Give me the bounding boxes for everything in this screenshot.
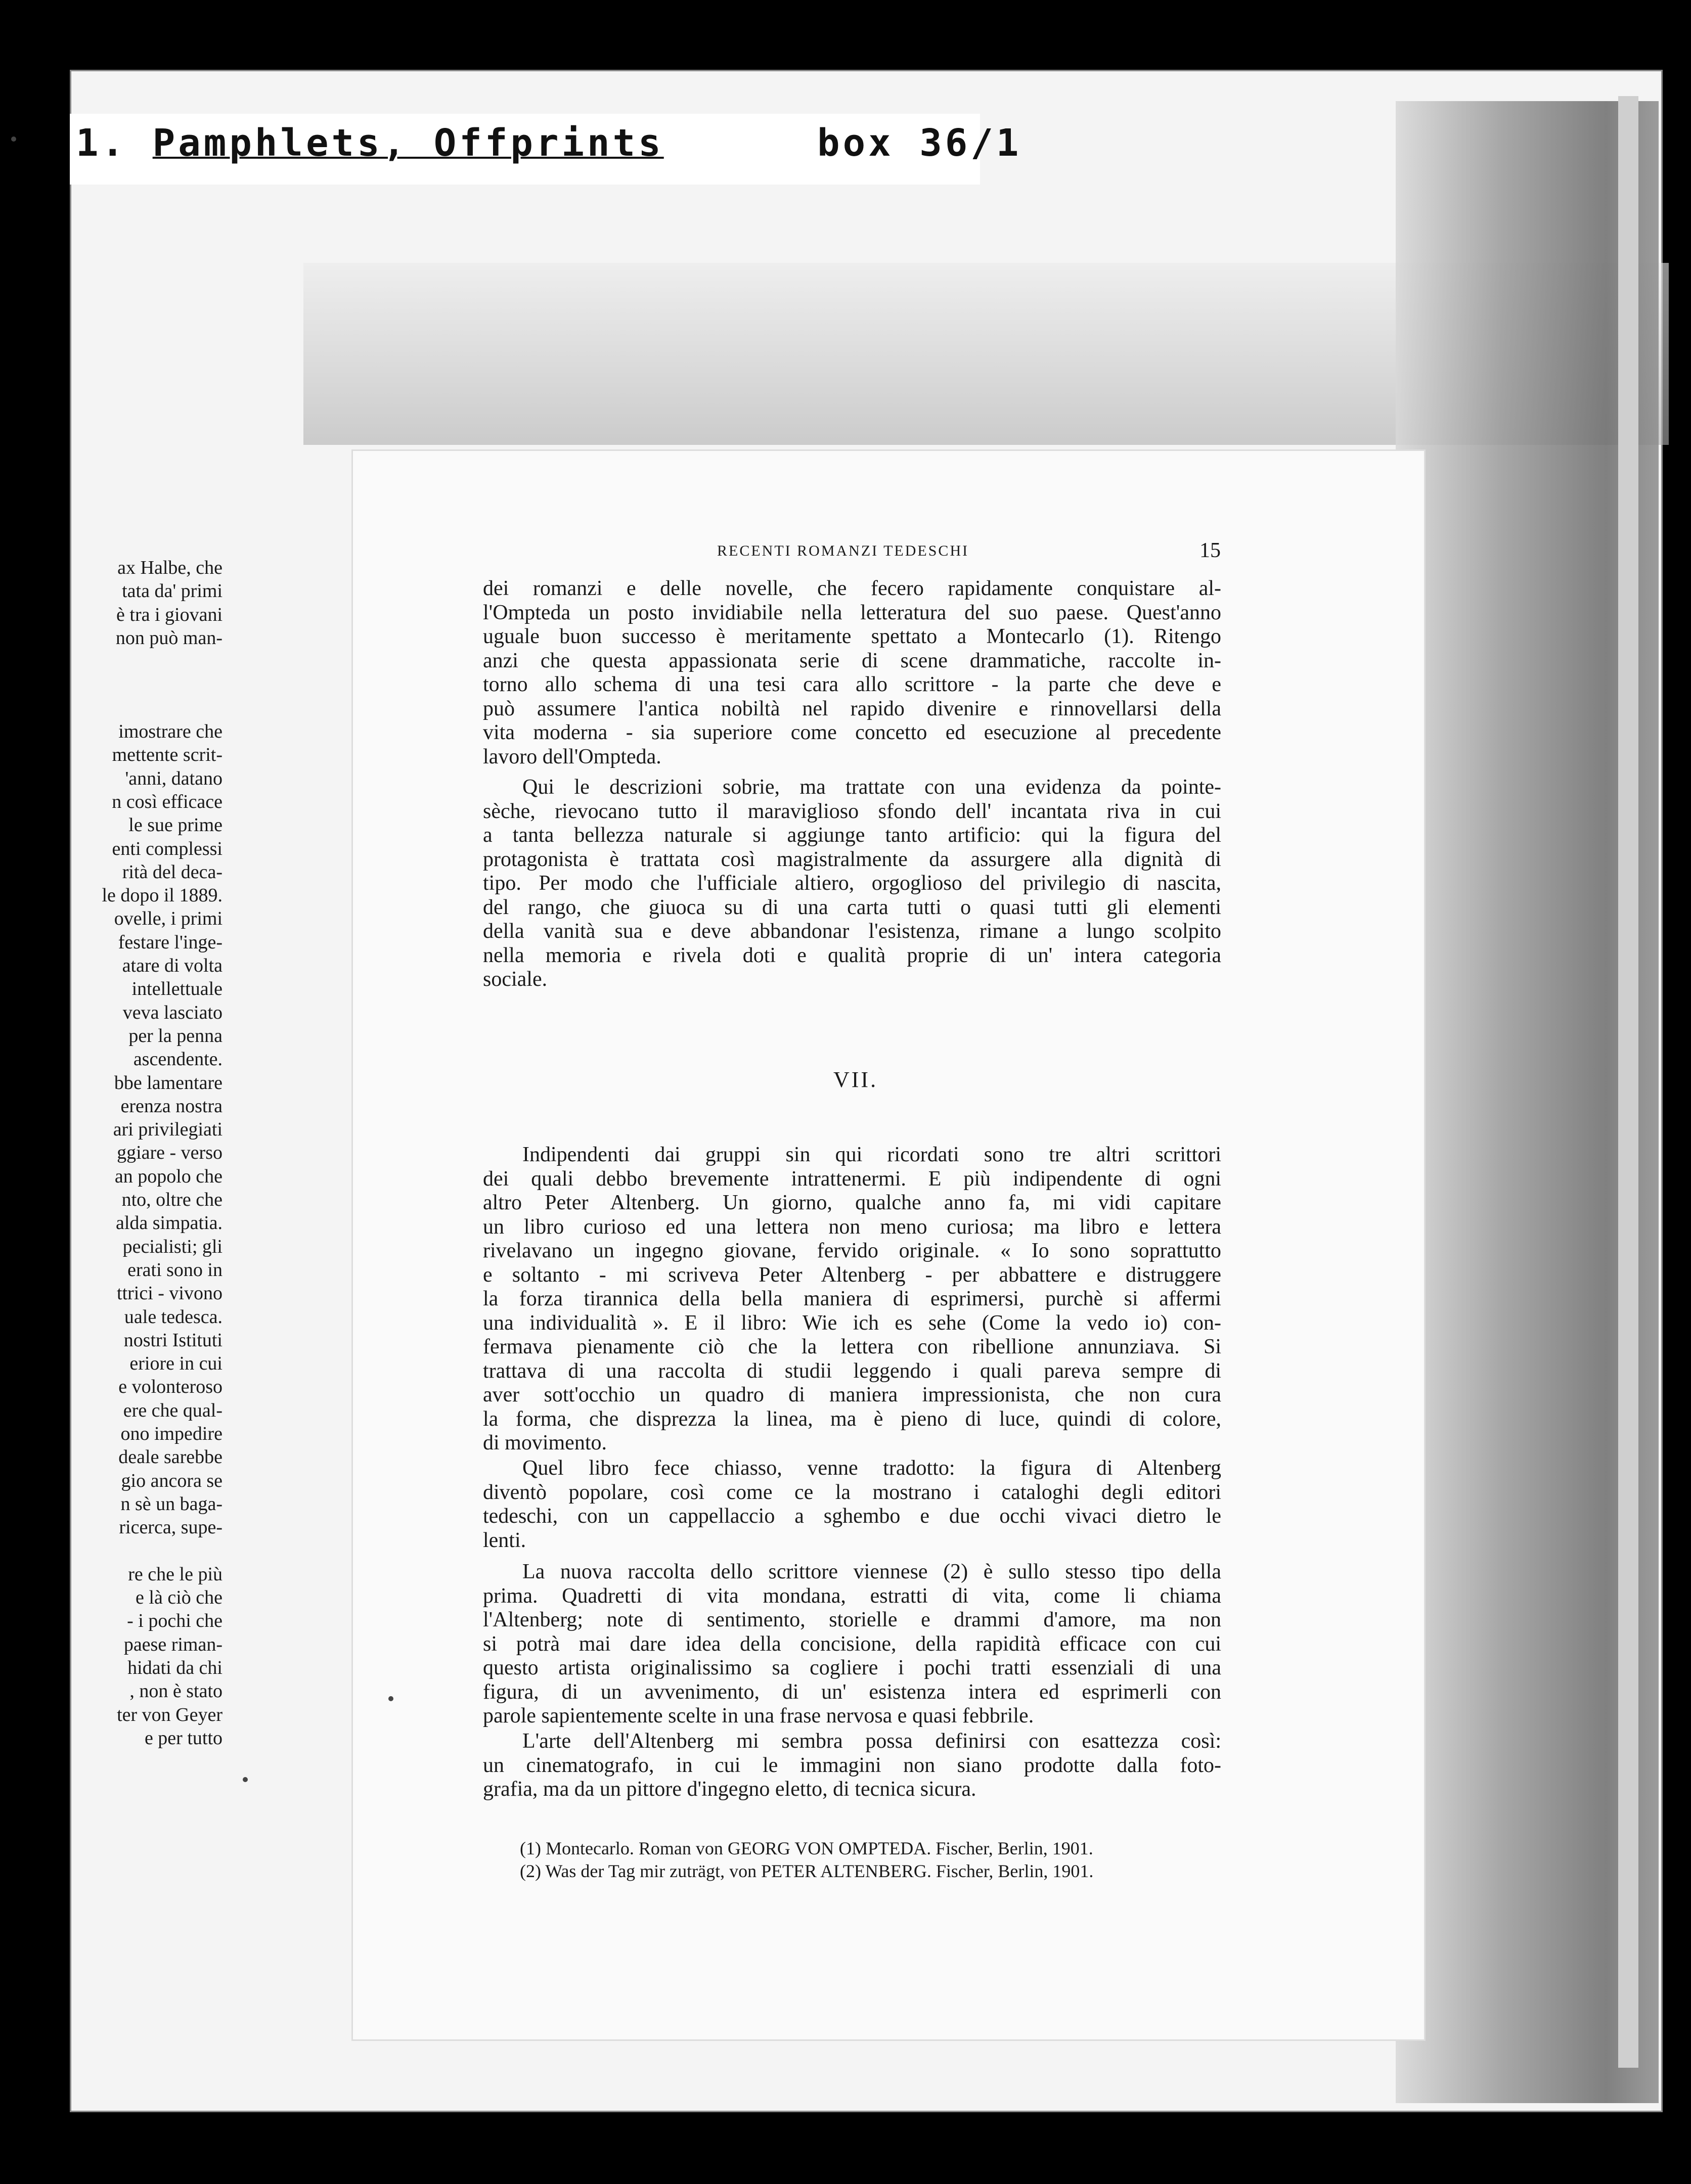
text-line: l'Altenberg; note di sentimento, storielle e drammi d'amore, ma non	[483, 1608, 1221, 1631]
text-line: una individualità ». E il libro: Wie ich es sehe (Come la vedo io) con-	[483, 1311, 1221, 1335]
left-page-line: 'anni, datano	[125, 767, 223, 789]
text-line: questo artista originalissimo sa cogliere i pochi tratti essenziali di una	[483, 1656, 1221, 1679]
text-line: L'arte dell'Altenberg mi sembra possa definirsi con esattezza così:	[522, 1730, 1221, 1753]
left-page-line: le dopo il 1889.	[102, 885, 223, 906]
left-page-line: e volonteroso	[118, 1376, 223, 1398]
left-page-line: ere che qual-	[123, 1399, 223, 1421]
left-page-line: eriore in cui	[129, 1353, 223, 1375]
footnote: (1) Montecarlo. Roman von GEORG VON OMPTEDA. Fischer, Berlin, 1901.	[520, 1838, 1093, 1858]
left-page-line	[76, 1539, 223, 1562]
text-line: parole sapientemente scelte in una frase nervosa e quasi febbrile.	[483, 1704, 1034, 1727]
left-page-line: ricerca, supe-	[119, 1517, 223, 1538]
text-line: rivelavano un ingegno giovane, fervido originale. « Io sono soprattutto	[483, 1239, 1221, 1262]
text-line: della vanità sua e deve abbandonar l'esistenza, rimane a lungo scolpito	[483, 920, 1221, 943]
left-page-line: , non è stato	[129, 1680, 223, 1702]
left-page-line: ax Halbe, che	[117, 557, 223, 578]
left-page-line: an popolo che	[114, 1165, 223, 1187]
left-page-line: rità del deca-	[122, 861, 223, 883]
text-line: di movimento.	[483, 1431, 607, 1454]
text-line: altro Peter Altenberg. Un giorno, qualche anno fa, mi vidi capitare	[483, 1191, 1221, 1214]
text-line: e soltanto - mi scriveva Peter Altenberg - per abbattere e distruggere	[483, 1263, 1221, 1287]
text-line: trattava di una raccolta di studii leggendo i quali pareva sempre di	[483, 1359, 1221, 1383]
text-line: torno allo schema di una tesi cara allo scrittore - la parte che deve e	[483, 673, 1221, 696]
left-page-line: gio ancora se	[121, 1470, 223, 1491]
label-number: 1.	[76, 121, 127, 165]
left-page-line: - i pochi che	[127, 1610, 223, 1632]
text-line: la forma, che disprezza la linea, ma è pieno di luce, quindi di colore,	[483, 1407, 1221, 1431]
text-line: diventò popolare, così come ce la mostrano i cataloghi degli editori	[483, 1480, 1221, 1504]
left-page-line: ascendente.	[133, 1049, 223, 1070]
text-line: nella memoria e rivela doti e qualità proprie di un' intera categoria	[483, 943, 1221, 967]
left-page-line: mettente scrit-	[112, 744, 223, 766]
left-page-line: n sè un baga-	[120, 1493, 223, 1515]
text-line: a tanta bellezza naturale si aggiunge tanto artificio: qui la figura del	[483, 824, 1221, 847]
text-line: dei quali debbo brevemente intrattenermi. E più indipendente di ogni	[483, 1167, 1221, 1191]
text-line: sèche, rievocano tutto il maraviglioso sfondo dell' incantata riva in cui	[483, 799, 1221, 823]
page-number: 15	[1199, 539, 1221, 562]
text-line: un cinematografo, in cui le immagini non siano prodotte dalla foto-	[483, 1753, 1221, 1777]
text-line: grafia, ma da un pittore d'ingegno eletto, di tecnica sicura.	[483, 1778, 976, 1801]
left-page-line: paese riman-	[123, 1633, 223, 1655]
left-page-line: ari privilegiati	[113, 1119, 223, 1141]
section-heading: VII.	[833, 1067, 878, 1092]
left-page-line: erenza nostra	[120, 1095, 223, 1117]
left-page-line: uale tedesca.	[124, 1306, 223, 1328]
text-line: la forza tirannica della bella maniera di esprimersi, purchè si affermi	[483, 1287, 1221, 1310]
left-page-line: intellettuale	[131, 978, 223, 1000]
left-page-line	[76, 697, 223, 720]
text-line: tipo. Per modo che l'ufficiale altiero, orgoglioso del privilegio di nascita,	[483, 872, 1221, 895]
left-page-line: n così efficace	[112, 791, 223, 812]
left-page-line: ono impedire	[120, 1423, 223, 1444]
left-page-line: veva lasciato	[122, 1002, 223, 1023]
left-page-line: tata da' primi	[122, 580, 223, 602]
text-line: uguale buon successo è meritamente spettato a Montecarlo (1). Ritengo	[483, 625, 1221, 648]
left-page-line: re che le più	[128, 1563, 223, 1585]
left-page-line: per la penna	[128, 1025, 223, 1046]
text-line: Indipendenti dai gruppi sin qui ricordati sono tre altri scrittori	[522, 1143, 1221, 1166]
text-line: prima. Quadretti di vita mondana, estratti di vita, come li chiama	[483, 1584, 1221, 1608]
left-page-line: atare di volta	[122, 955, 223, 977]
left-page-line: nto, oltre che	[121, 1189, 223, 1211]
left-page-line	[76, 673, 223, 696]
text-line: l'Ompteda un posto invidiabile nella letteratura del suo paese. Quest'anno	[483, 601, 1221, 624]
left-facing-page-fragment	[76, 556, 223, 1911]
inner-sheet-edge	[1618, 96, 1638, 2068]
text-line: lavoro dell'Ompteda.	[483, 745, 661, 768]
left-page-line: erati sono in	[127, 1259, 223, 1281]
left-page-line: ovelle, i primi	[114, 908, 223, 930]
running-head: RECENTI ROMANZI TEDESCHI	[717, 542, 969, 559]
left-page-line	[76, 650, 223, 673]
text-line: lenti.	[483, 1528, 526, 1552]
label-box: box 36/1	[817, 121, 1022, 165]
left-page-line: ter von Geyer	[117, 1704, 223, 1725]
label-title: Pamphlets, Offprints	[152, 121, 664, 165]
scan-speck	[243, 1777, 248, 1782]
left-page-line: imostrare che	[118, 721, 223, 743]
archive-label	[76, 121, 1021, 165]
text-line: fermava pienamente ciò che la lettera con ribellione annunziava. Si	[483, 1335, 1221, 1358]
text-line: aver sott'occhio un quadro di maniera impressionista, che non cura	[483, 1383, 1221, 1406]
text-line: anzi che questa appassionata serie di scene drammatiche, raccolte in-	[483, 649, 1221, 672]
left-page-line: ttrici - vivono	[117, 1283, 223, 1304]
left-page-line: è tra i giovani	[116, 604, 223, 625]
left-page-line: hidati da chi	[127, 1657, 223, 1678]
text-line: un libro curioso ed una lettera non meno curiosa; ma libro e lettera	[483, 1215, 1221, 1239]
text-line: Qui le descrizioni sobrie, ma trattate con una evidenza da pointe-	[522, 776, 1221, 799]
left-page-line: e per tutto	[144, 1727, 223, 1749]
text-line: tedeschi, con un cappellaccio a sghembo e due occhi vivaci dietro le	[483, 1505, 1221, 1528]
left-page-line: nostri Istituti	[123, 1329, 223, 1351]
text-line: sociale.	[483, 968, 548, 991]
left-page-line: bbe lamentare	[114, 1072, 223, 1094]
text-line: si potrà mai dare idea della concisione, della rapidità efficace con cui	[483, 1632, 1221, 1656]
text-line: vita moderna - sia superiore come concetto ed esecuzione al precedente	[483, 721, 1221, 744]
left-page-line: non può man-	[115, 627, 223, 649]
text-line: La nuova raccolta dello scrittore viennese (2) è sullo stesso tipo della	[522, 1560, 1221, 1583]
left-page-line: alda simpatia.	[115, 1212, 223, 1234]
left-page-line: le sue prime	[128, 814, 223, 836]
scan-speck	[388, 1696, 393, 1701]
left-page-line: enti complessi	[112, 838, 223, 859]
left-page-line: festare l'inge-	[118, 931, 223, 953]
text-line: può assumere l'antica nobiltà nel rapido divenire e rinnovellarsi della	[483, 697, 1221, 720]
left-page-line: pecialisti; gli	[122, 1236, 223, 1257]
text-line: Quel libro fece chiasso, venne tradotto: la figura di Altenberg	[522, 1457, 1221, 1480]
text-line: dei romanzi e delle novelle, che fecero rapidamente conquistare al-	[483, 577, 1221, 600]
text-line: figura, di un avvenimento, di un' esistenza intera ed esprimerli con	[483, 1680, 1221, 1704]
left-page-line: e là ciò che	[136, 1587, 223, 1609]
text-line: protagonista è trattata così magistralmente da assurgere alla dignità di	[483, 847, 1221, 871]
scan-speck	[11, 136, 16, 142]
left-page-line: deale sarebbe	[118, 1446, 223, 1468]
left-page-line: ggiare - verso	[117, 1142, 223, 1164]
text-line: del rango, che giuoca su di una carta tutti o quasi tutti gli elementi	[483, 895, 1221, 919]
footnote: (2) Was der Tag mir zuträgt, von PETER ALTENBERG. Fischer, Berlin, 1901.	[520, 1861, 1094, 1881]
